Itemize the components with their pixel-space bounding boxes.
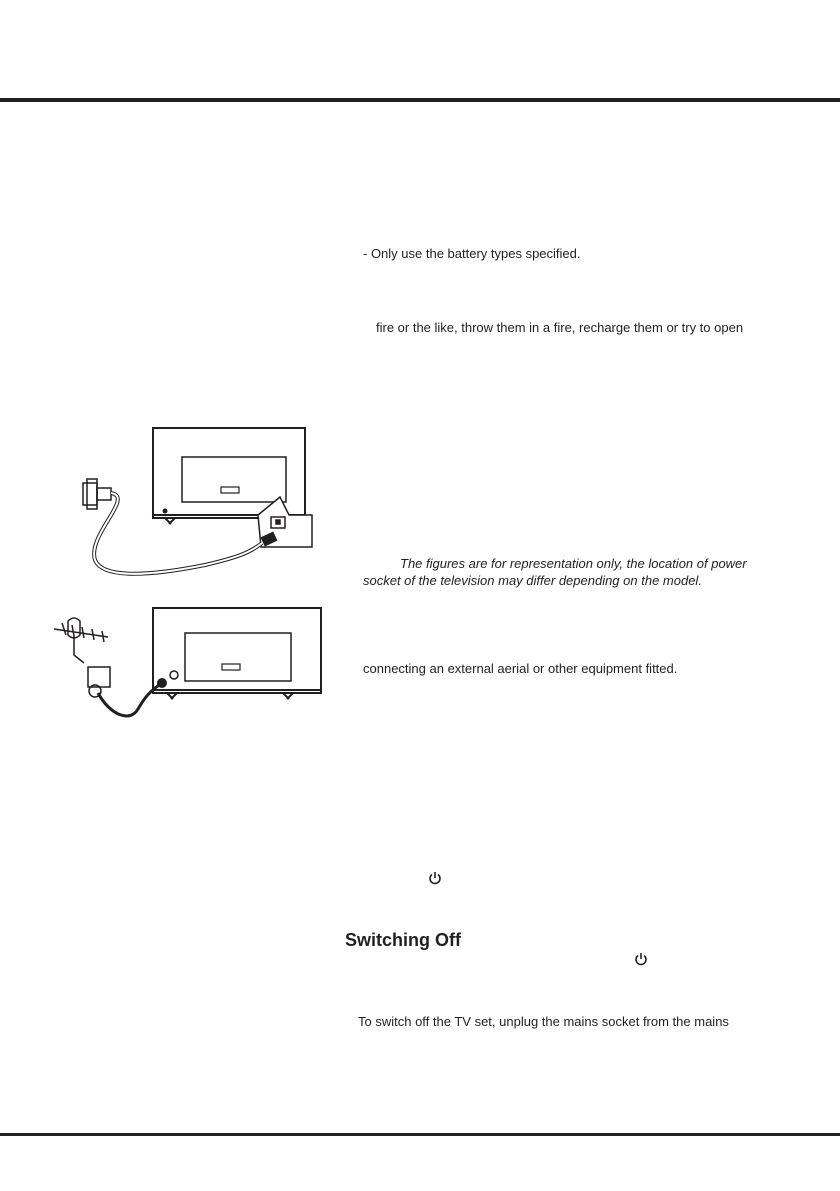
- mains-cable: [94, 493, 262, 574]
- power-icon: [428, 871, 442, 885]
- aerial-antenna-icon: [54, 618, 108, 663]
- figure-note-line-1: The figures are for representation only, the location of power: [400, 556, 747, 571]
- switching-off-heading: Switching Off: [345, 930, 461, 950]
- coax-plug: [157, 671, 178, 688]
- tv-rear-panel-icon: [153, 608, 321, 699]
- aerial-connection-text: connecting an external aerial or other equipment fitted.: [363, 661, 678, 676]
- power-icon: [634, 952, 648, 966]
- wall-socket-icon: [83, 479, 111, 509]
- battery-types-text: - Only use the battery types specified.: [363, 246, 581, 261]
- battery-warning-text: fire or the like, throw them in a fire, recharge them or try to open: [376, 320, 744, 335]
- footer-rule: [0, 1133, 840, 1136]
- mains-connection-illustration: [75, 425, 325, 585]
- aerial-connection-illustration: [50, 605, 325, 735]
- figure-note-line-2: socket of the television may differ depending on the model.: [363, 573, 702, 588]
- header-rule: [0, 98, 840, 102]
- unplug-instruction-text: To switch off the TV set, unplug the mains socket from the mains: [358, 1014, 729, 1029]
